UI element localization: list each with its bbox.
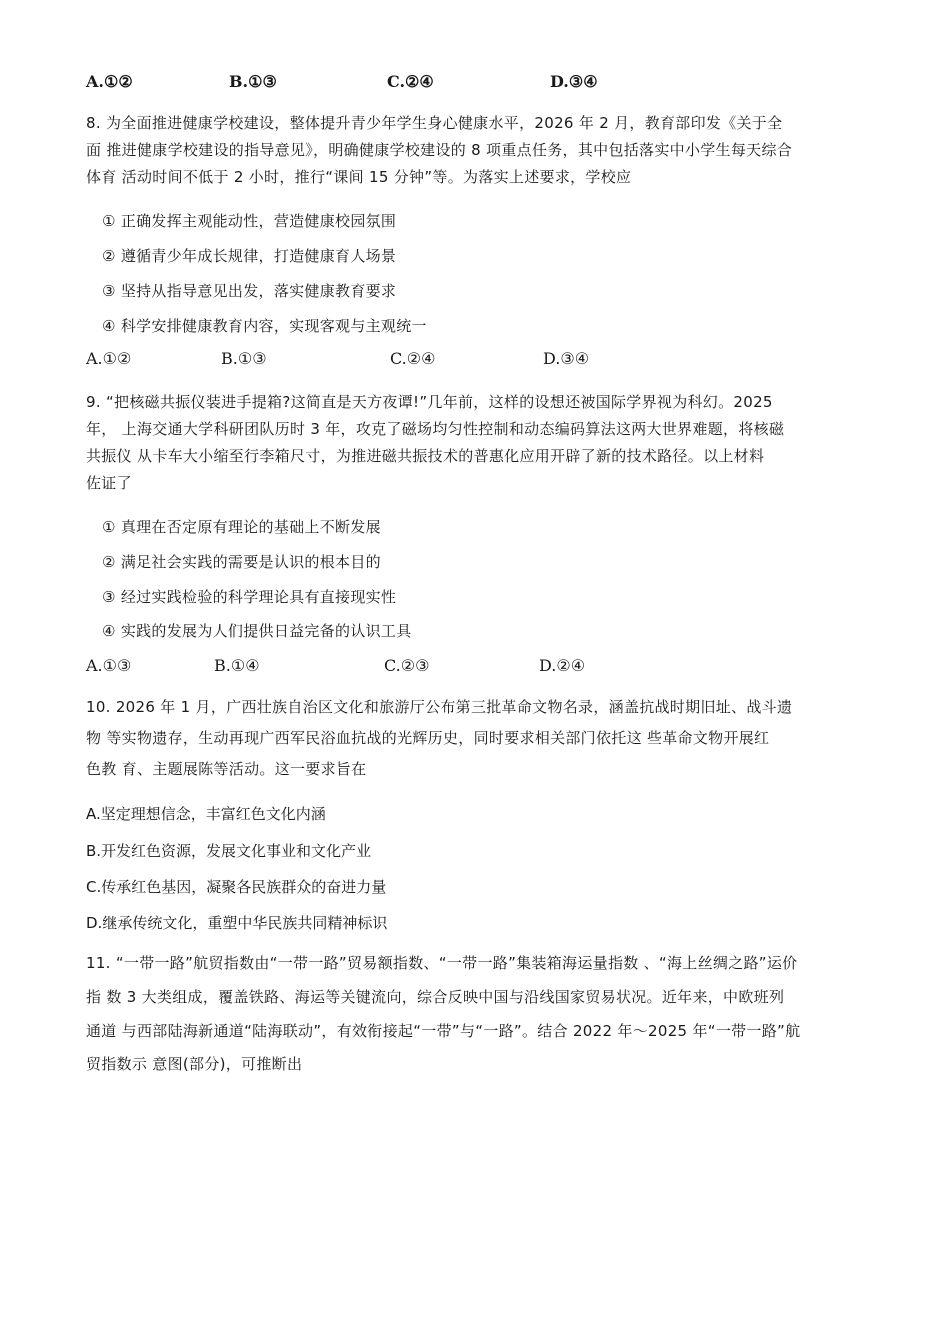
- q7-option-d[interactable]: D.③④: [550, 72, 598, 91]
- q9-stem-line: 共振仪 从卡车大小缩至行李箱尺寸，为推进磁共振技术的普惠化应用开辟了新的技术路径。以上材料: [86, 447, 765, 465]
- q10-choice-d[interactable]: D.继承传统文化，重塑中华民族共同精神标识: [86, 914, 388, 932]
- q9-option-c[interactable]: C.②③: [384, 656, 430, 675]
- q9-option-b[interactable]: B.①④: [214, 656, 260, 675]
- q9-stem-line: 佐证了: [86, 474, 132, 492]
- q9-stem-line: 年， 上海交通大学科研团队历时 3 年，攻克了磁场均匀性控制和动态编码算法这两大世界难题，将核磁: [86, 420, 785, 438]
- q10-choice-c[interactable]: C.传承红色基因，凝聚各民族群众的奋进力量: [86, 878, 387, 896]
- q8-stem-line: 面 推进健康学校建设的指导意见》，明确健康学校建设的 8 项重点任务，其中包括落实中小学生每天综合: [86, 141, 793, 159]
- q8-stem-line: 8. 为全面推进健康学校建设，整体提升青少年学生身心健康水平，2026 年 2 月，教育部印发《关于全: [86, 114, 783, 132]
- q11-stem-line: 指 数 3 大类组成，覆盖铁路、海运等关键流向，综合反映中国与沿线国家贸易状况。近年来，中欧班列: [86, 988, 785, 1006]
- q9-option-a[interactable]: A.①③: [86, 656, 132, 675]
- q10-stem-line: 物 等实物遗存，生动再现广西军民浴血抗战的光辉历史，同时要求相关部门依托这 些革命文物开展红: [86, 729, 770, 747]
- q8-statement-3: ③ 坚持从指导意见出发，落实健康教育要求: [102, 282, 397, 300]
- q10-choice-b[interactable]: B.开发红色资源，发展文化事业和文化产业: [86, 842, 372, 860]
- q9-statement-2: ② 满足社会实践的需要是认识的根本目的: [102, 553, 381, 571]
- q11-stem-line: 11. “一带一路”航贸指数由“一带一路”贸易额指数、“一带一路”集装箱海运量指数 、“海上丝绸之路”运价: [86, 954, 798, 972]
- q8-statement-2: ② 遵循青少年成长规律，打造健康育人场景: [102, 247, 397, 265]
- q10-stem-line: 10. 2026 年 1 月，广西壮族自治区文化和旅游厅公布第三批革命文物名录，涵盖抗战时期旧址、战斗遗: [86, 698, 793, 716]
- q7-option-c[interactable]: C.②④: [387, 72, 434, 91]
- q9-statement-3: ③ 经过实践检验的科学理论具有直接现实性: [102, 588, 397, 606]
- q9-statement-4: ④ 实践的发展为人们提供日益完备的认识工具: [102, 622, 412, 640]
- q8-statement-1: ① 正确发挥主观能动性，营造健康校园氛围: [102, 212, 397, 230]
- q7-option-a[interactable]: A.①②: [86, 72, 133, 91]
- q8-option-b[interactable]: B.①③: [221, 349, 267, 368]
- q7-option-b[interactable]: B.①③: [229, 72, 277, 91]
- q9-option-d[interactable]: D.②④: [539, 656, 586, 675]
- q8-statement-4: ④ 科学安排健康教育内容，实现客观与主观统一: [102, 317, 427, 335]
- q8-option-d[interactable]: D.③④: [543, 349, 590, 368]
- q9-stem-line: 9. “把核磁共振仪装进手提箱?这简直是天方夜谭!”几年前，这样的设想还被国际学界视为科幻。2025: [86, 393, 773, 411]
- q10-choice-a[interactable]: A.坚定理想信念，丰富红色文化内涵: [86, 805, 326, 823]
- q8-option-c[interactable]: C.②④: [390, 349, 436, 368]
- q9-statement-1: ① 真理在否定原有理论的基础上不断发展: [102, 518, 381, 536]
- q11-stem-line: 通道 与西部陆海新通道“陆海联动”，有效衔接起“一带”与“一路”。结合 2022 年～2025 年“一带一路”航: [86, 1022, 801, 1040]
- q8-option-a[interactable]: A.①②: [86, 349, 132, 368]
- q8-stem-line: 体育 活动时间不低于 2 小时，推行“课间 15 分钟”等。为落实上述要求，学校应: [86, 168, 632, 186]
- q10-stem-line: 色教 育、主题展陈等活动。这一要求旨在: [86, 760, 367, 778]
- q11-stem-line: 贸指数示 意图(部分)，可推断出: [86, 1055, 303, 1073]
